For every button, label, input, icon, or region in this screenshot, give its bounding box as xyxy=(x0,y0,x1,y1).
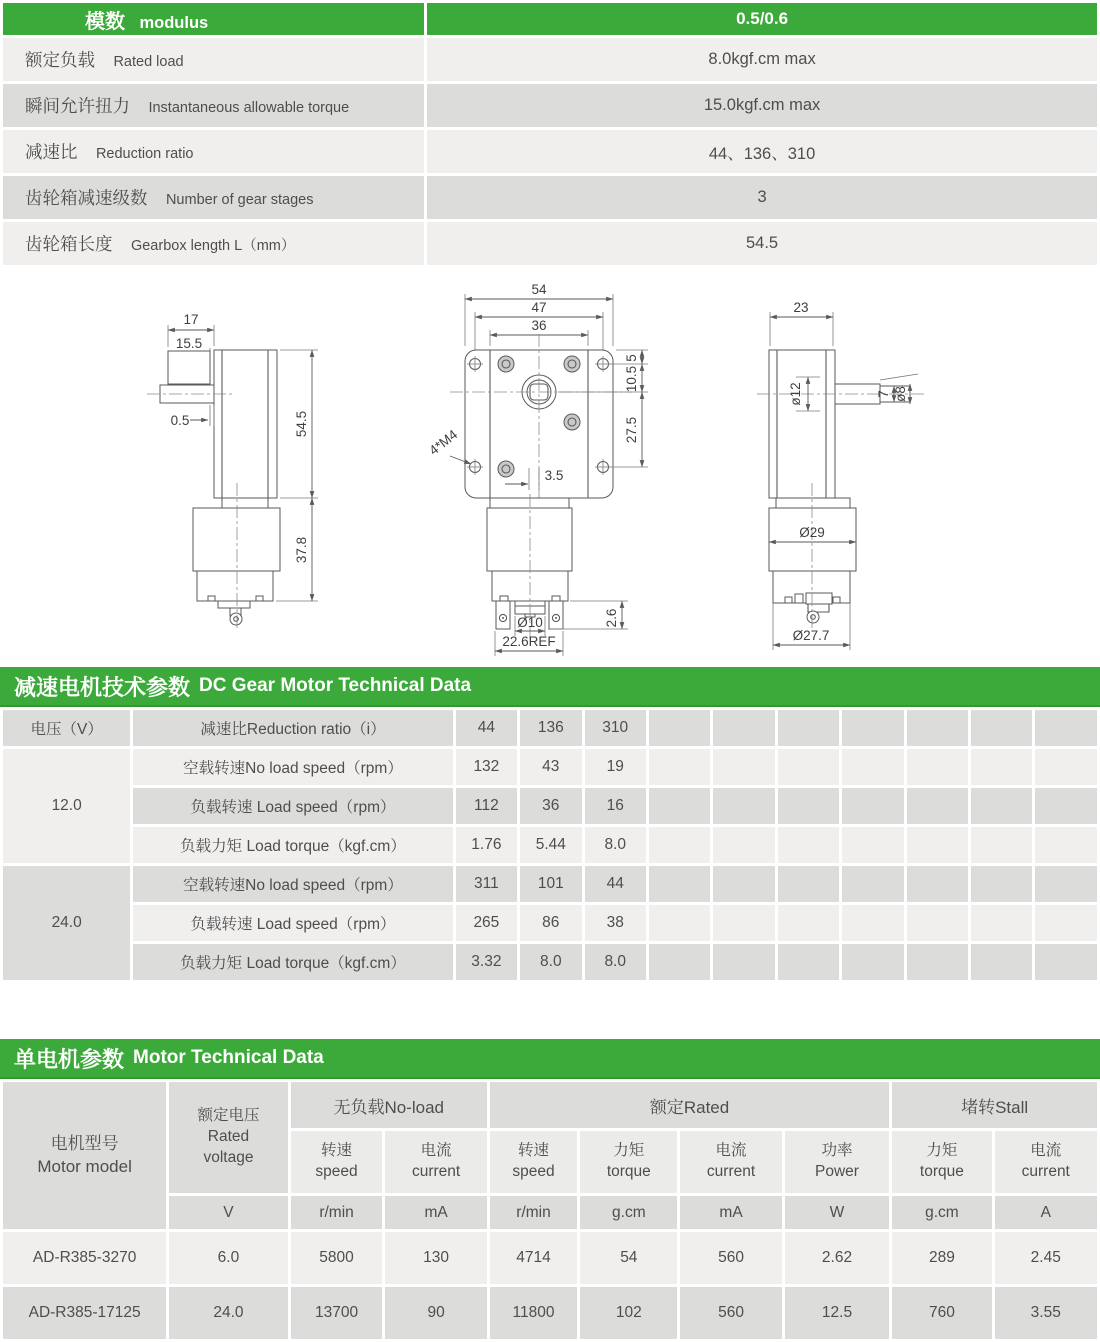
empty-cell xyxy=(842,866,903,902)
ratio-value: 310 xyxy=(585,710,646,746)
subheader-zh: 功率 xyxy=(821,1142,853,1160)
label-zh: 减速比 xyxy=(25,142,78,162)
motor-table xyxy=(0,1079,1100,1342)
subheader-torque xyxy=(892,1131,991,1193)
dim-label: 7 xyxy=(876,390,891,398)
modulus-zh: 模数 xyxy=(85,10,125,33)
dc-gear-title-bar xyxy=(0,667,1100,707)
cell-value: 760 xyxy=(892,1287,991,1339)
subheader-current xyxy=(385,1131,486,1193)
empty-cell xyxy=(907,827,968,863)
label-en: Reduction ratio xyxy=(95,146,194,162)
empty-cell xyxy=(649,788,710,824)
empty-cell xyxy=(713,749,774,785)
dim-label: 17 xyxy=(183,312,199,327)
rated-voltage-zh: 额定电压 xyxy=(197,1107,260,1125)
empty-cell xyxy=(842,944,903,980)
motor-data-section xyxy=(0,1039,1100,1342)
voltage-24: 24.0 xyxy=(3,866,130,980)
dim-label: 0.5 xyxy=(170,413,190,428)
rated-voltage-en2: voltage xyxy=(203,1148,254,1166)
subheader-speed xyxy=(490,1131,577,1193)
subheader-power xyxy=(785,1131,890,1193)
subheader-zh: 力矩 xyxy=(926,1142,958,1160)
subheader-en: current xyxy=(1021,1163,1070,1180)
cell-value: 24.0 xyxy=(169,1287,287,1339)
modulus-value: 0.5/0.6 xyxy=(427,3,1097,35)
dim-label: Ø10 xyxy=(517,615,543,630)
unit-cell: r/min xyxy=(291,1196,383,1229)
cell-value: 311 xyxy=(456,866,517,902)
empty-cell xyxy=(778,944,839,980)
empty-cell xyxy=(649,827,710,863)
cell-value: 6.0 xyxy=(169,1232,287,1284)
cell-value: 43 xyxy=(520,749,581,785)
row-label xyxy=(3,84,424,127)
modulus-en: modulus xyxy=(139,13,209,32)
row-value: 8.0kgf.cm max xyxy=(427,38,1097,81)
subheader-en: Power xyxy=(815,1163,859,1180)
unit-cell: V xyxy=(169,1196,287,1229)
motor-model-header xyxy=(3,1082,166,1229)
cell-value: 19 xyxy=(585,749,646,785)
empty-cell xyxy=(1035,749,1097,785)
group-header-rated: 额定Rated xyxy=(490,1082,890,1128)
empty-cell xyxy=(778,866,839,902)
subheader-zh: 电流 xyxy=(715,1142,747,1160)
data-row-24v-noload xyxy=(3,866,1097,902)
cell-value: 102 xyxy=(580,1287,677,1339)
side-view-right xyxy=(757,300,924,650)
dim-label: 54.5 xyxy=(294,410,309,438)
empty-cell xyxy=(971,866,1032,902)
empty-cell xyxy=(778,827,839,863)
dc-gear-table xyxy=(0,707,1100,983)
empty-cell xyxy=(649,866,710,902)
ratio-value: 136 xyxy=(520,710,581,746)
empty-cell xyxy=(971,710,1032,746)
cell-value: 8.0 xyxy=(520,944,581,980)
row-value: 3 xyxy=(427,176,1097,219)
dim-label: Ø29 xyxy=(799,525,825,540)
motor-title-en: Motor Technical Data xyxy=(133,1047,324,1068)
empty-cell xyxy=(713,905,774,941)
row-label: 负载转速 Load speed（rpm） xyxy=(133,788,452,824)
cell-value: 5800 xyxy=(291,1232,383,1284)
data-row-24v-loadspeed xyxy=(3,905,1097,941)
dim-label: 10.5 xyxy=(624,365,639,393)
empty-cell xyxy=(842,827,903,863)
cell-value: 16 xyxy=(585,788,646,824)
subheader-speed xyxy=(291,1131,383,1193)
empty-cell xyxy=(713,788,774,824)
subheader-row xyxy=(3,1131,1097,1193)
technical-drawings xyxy=(0,268,1100,667)
unit-cell: A xyxy=(995,1196,1098,1229)
dim-label: 22.6REF xyxy=(502,634,556,649)
row-value: 15.0kgf.cm max xyxy=(427,84,1097,127)
dc-gear-title-en: DC Gear Motor Technical Data xyxy=(199,675,472,696)
rated-voltage-en1: Rated xyxy=(207,1128,250,1146)
motor-title-zh: 单电机参数 xyxy=(14,1046,125,1072)
cell-value: 11800 xyxy=(490,1287,577,1339)
motor-model: AD-R385-3270 xyxy=(3,1232,166,1284)
data-row-12v-loadspeed xyxy=(3,788,1097,824)
data-row-12v-loadtorque xyxy=(3,827,1097,863)
dim-label: 15.5 xyxy=(175,336,203,351)
data-row-12v-noload xyxy=(3,749,1097,785)
row-label xyxy=(3,130,424,173)
empty-cell xyxy=(778,710,839,746)
label-en: Instantaneous allowable torque xyxy=(148,100,350,116)
subheader-en: speed xyxy=(512,1163,555,1180)
dim-label: 54 xyxy=(531,282,547,297)
cell-value: 560 xyxy=(680,1232,781,1284)
cell-value: 4714 xyxy=(490,1232,577,1284)
empty-cell xyxy=(907,788,968,824)
row-label xyxy=(3,38,424,81)
empty-cell xyxy=(971,827,1032,863)
table-row xyxy=(3,130,1097,173)
subheader-current xyxy=(680,1131,781,1193)
row-label: 负载力矩 Load torque（kgf.cm） xyxy=(133,944,452,980)
label-en: Rated load xyxy=(113,54,184,70)
gear-motor-drawing xyxy=(0,268,1100,667)
cell-value: 2.45 xyxy=(995,1232,1098,1284)
row-label xyxy=(3,222,424,265)
rated-voltage-header xyxy=(169,1082,287,1193)
unit-cell: g.cm xyxy=(892,1196,991,1229)
cell-value: 560 xyxy=(680,1287,781,1339)
cell-value: 44 xyxy=(585,866,646,902)
cell-value: 3.32 xyxy=(456,944,517,980)
empty-cell xyxy=(971,905,1032,941)
row-value: 44、136、310 xyxy=(427,130,1097,173)
dim-label: 23 xyxy=(793,300,809,315)
subheader-current xyxy=(995,1131,1098,1193)
thread-callout: 4*M4 xyxy=(426,426,461,459)
empty-cell xyxy=(1035,866,1097,902)
cell-value: 112 xyxy=(456,788,517,824)
label-zh: 额定负载 xyxy=(25,50,95,70)
cell-value: 38 xyxy=(585,905,646,941)
dim-label: 27.5 xyxy=(624,416,639,444)
subheader-en: torque xyxy=(919,1163,964,1180)
empty-cell xyxy=(649,710,710,746)
dc-gear-motor-section xyxy=(0,667,1100,983)
subheader-zh: 电流 xyxy=(420,1142,452,1160)
cell-value: 3.55 xyxy=(995,1287,1098,1339)
subheader-zh: 力矩 xyxy=(613,1142,645,1160)
label-en: Gearbox length L（mm） xyxy=(130,238,296,254)
empty-cell xyxy=(778,905,839,941)
modulus-header-label xyxy=(3,3,424,35)
group-header-noload: 无负载No-load xyxy=(291,1082,487,1128)
empty-cell xyxy=(971,788,1032,824)
empty-cell xyxy=(1035,788,1097,824)
cell-value: 36 xyxy=(520,788,581,824)
dc-gear-title-zh: 减速电机技术参数 xyxy=(14,674,191,700)
empty-cell xyxy=(778,749,839,785)
subheader-zh: 转速 xyxy=(518,1142,550,1160)
row-value: 54.5 xyxy=(427,222,1097,265)
empty-cell xyxy=(713,827,774,863)
subheader-torque xyxy=(580,1131,677,1193)
cell-value: 101 xyxy=(520,866,581,902)
empty-cell xyxy=(713,866,774,902)
cell-value: 265 xyxy=(456,905,517,941)
cell-value: 86 xyxy=(520,905,581,941)
dim-label: ø12 xyxy=(788,382,803,406)
cell-value: 132 xyxy=(456,749,517,785)
table-row xyxy=(3,84,1097,127)
empty-cell xyxy=(971,944,1032,980)
label-zh: 齿轮箱长度 xyxy=(25,234,113,254)
cell-value: 1.76 xyxy=(456,827,517,863)
dim-label: Ø27.7 xyxy=(792,628,830,643)
data-row-24v-loadtorque xyxy=(3,944,1097,980)
dim-label: ø8 xyxy=(893,386,908,402)
side-view-left xyxy=(147,312,318,631)
unit-cell: r/min xyxy=(490,1196,577,1229)
empty-cell xyxy=(713,944,774,980)
group-header-stall: 堵转Stall xyxy=(892,1082,1097,1128)
subheader-en: speed xyxy=(315,1163,358,1180)
cell-value: 90 xyxy=(385,1287,486,1339)
empty-cell xyxy=(842,788,903,824)
cell-value: 130 xyxy=(385,1232,486,1284)
modulus-spec-table xyxy=(0,0,1100,268)
empty-cell xyxy=(907,944,968,980)
empty-cell xyxy=(1035,827,1097,863)
motor-model-header-zh: 电机型号 xyxy=(50,1133,119,1153)
modulus-header-row xyxy=(3,3,1097,35)
subheader-en: current xyxy=(411,1163,461,1180)
table-row xyxy=(3,222,1097,265)
motor-model-header-en: Motor model xyxy=(37,1156,132,1176)
empty-cell xyxy=(649,749,710,785)
dim-label: 36 xyxy=(531,318,547,333)
motor-model: AD-R385-17125 xyxy=(3,1287,166,1339)
empty-cell xyxy=(907,710,968,746)
dim-label: 37.8 xyxy=(294,536,309,564)
row-label: 负载转速 Load speed（rpm） xyxy=(133,905,452,941)
row-label xyxy=(3,176,424,219)
label-zh: 齿轮箱减速级数 xyxy=(25,188,148,208)
empty-cell xyxy=(1035,944,1097,980)
front-view-middle xyxy=(426,282,648,656)
empty-cell xyxy=(1035,905,1097,941)
empty-cell xyxy=(842,905,903,941)
unit-cell: W xyxy=(785,1196,890,1229)
empty-cell xyxy=(1035,710,1097,746)
motor-row-AD-R385-3270 xyxy=(3,1232,1097,1284)
subheader-zh: 电流 xyxy=(1030,1142,1062,1160)
empty-cell xyxy=(778,788,839,824)
voltage-header: 电压（V） xyxy=(3,710,130,746)
empty-cell xyxy=(842,710,903,746)
ratio-value: 44 xyxy=(456,710,517,746)
group-header-row xyxy=(3,1082,1097,1128)
empty-cell xyxy=(649,905,710,941)
table-row xyxy=(3,176,1097,219)
cell-value: 8.0 xyxy=(585,827,646,863)
ratio-header-row xyxy=(3,710,1097,746)
voltage-12: 12.0 xyxy=(3,749,130,863)
units-row xyxy=(3,1196,1097,1229)
empty-cell xyxy=(713,710,774,746)
empty-cell xyxy=(971,749,1032,785)
row-label: 负载力矩 Load torque（kgf.cm） xyxy=(133,827,452,863)
unit-cell: g.cm xyxy=(580,1196,677,1229)
subheader-en: current xyxy=(706,1163,756,1180)
dim-label: 47 xyxy=(531,300,547,315)
dim-label: 3.5 xyxy=(544,468,564,483)
empty-cell xyxy=(649,944,710,980)
empty-cell xyxy=(907,866,968,902)
cell-value: 2.62 xyxy=(785,1232,890,1284)
ratio-label: 减速比Reduction ratio（i） xyxy=(133,710,452,746)
motor-row-AD-R385-17125 xyxy=(3,1287,1097,1339)
unit-cell: mA xyxy=(680,1196,781,1229)
cell-value: 289 xyxy=(892,1232,991,1284)
motor-title-bar xyxy=(0,1039,1100,1079)
label-zh: 瞬间允许扭力 xyxy=(25,96,130,116)
label-en: Number of gear stages xyxy=(165,192,314,208)
table-row xyxy=(3,38,1097,81)
cell-value: 5.44 xyxy=(520,827,581,863)
subheader-en: torque xyxy=(606,1163,651,1180)
dim-label: 2.6 xyxy=(604,608,619,628)
cell-value: 54 xyxy=(580,1232,677,1284)
cell-value: 13700 xyxy=(291,1287,383,1339)
row-label: 空载转速No load speed（rpm） xyxy=(133,749,452,785)
empty-cell xyxy=(842,749,903,785)
modulus-table xyxy=(0,0,1100,268)
unit-cell: mA xyxy=(385,1196,486,1229)
empty-cell xyxy=(907,749,968,785)
subheader-zh: 转速 xyxy=(321,1142,353,1160)
row-label: 空载转速No load speed（rpm） xyxy=(133,866,452,902)
empty-cell xyxy=(907,905,968,941)
cell-value: 8.0 xyxy=(585,944,646,980)
dim-label: 5 xyxy=(624,354,639,362)
cell-value: 12.5 xyxy=(785,1287,890,1339)
